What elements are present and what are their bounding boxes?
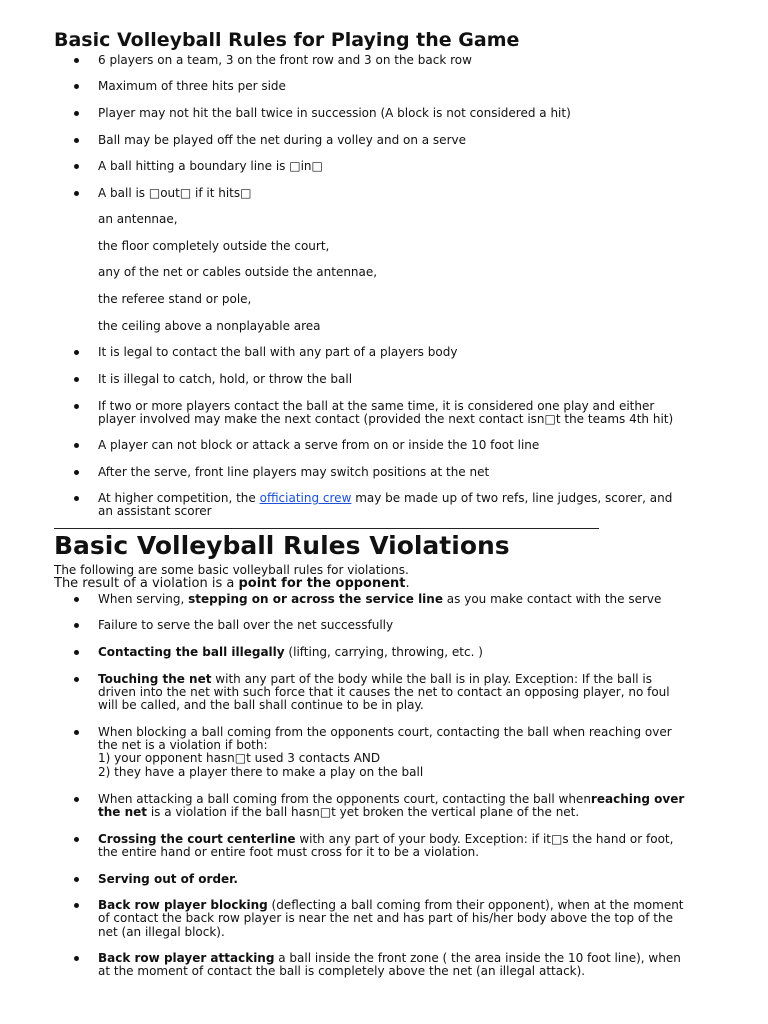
text-segment: as you make contact with the serve	[442, 592, 662, 606]
bullet-icon	[74, 496, 79, 501]
bullet-icon	[74, 111, 79, 116]
list-item-continued: an assistant scorer	[98, 504, 212, 518]
list-item: When blocking a ball coming from the opponents court, contacting the ball when reaching over	[98, 725, 672, 739]
bullet-icon	[74, 797, 79, 802]
text-bold: Crossing the court centerline	[98, 832, 296, 846]
list-item-continued: at the moment of contact the ball is completely above the net (an illegal attack).	[98, 964, 586, 978]
bullet-icon	[74, 650, 79, 655]
list-item-continued: 2) they have a player there to make a play on the ball	[98, 765, 424, 779]
list-item: It is legal to contact the ball with any part of a players body	[98, 345, 458, 359]
list-item-continued: will be called, and the ball shall continue to be in play.	[98, 698, 424, 712]
bullet-icon	[74, 730, 79, 735]
text-bold: Touching the net	[98, 672, 212, 686]
list-item: It is illegal to catch, hold, or throw the ball	[98, 372, 353, 386]
text-segment: When serving,	[98, 592, 189, 606]
text-bold: reaching over	[590, 792, 685, 806]
text-segment: with any part of the body while the ball is in play. Exception: If the ball is	[211, 672, 653, 686]
bullet-icon	[74, 470, 79, 475]
list-item-continued: player involved may make the next contact (provided the next contact isn□t the teams 4th hit)	[98, 412, 674, 426]
bullet-icon	[74, 877, 79, 882]
text-segment: .	[405, 576, 410, 591]
list-item: 6 players on a team, 3 on the front row and 3 on the back row	[98, 53, 472, 67]
bullet-icon	[74, 58, 79, 63]
section-title-violations: Basic Volleyball Rules Violations	[54, 531, 510, 560]
bullet-icon	[74, 597, 79, 602]
list-item	[98, 646, 483, 659]
list-item-continued: net (an illegal block).	[98, 925, 225, 939]
list-item	[98, 593, 661, 606]
result-text	[54, 577, 410, 590]
bullet-icon	[74, 377, 79, 382]
list-item: Maximum of three hits per side	[98, 79, 286, 93]
bullet-icon	[74, 350, 79, 355]
list-item: Failure to serve the ball over the net successfully	[98, 618, 394, 632]
list-item: Ball may be played off the net during a volley and on a serve	[98, 133, 466, 147]
list-item-continued	[98, 806, 579, 819]
list-item: A ball is □out□ if it hits□	[98, 186, 252, 200]
text-bold: Contacting the ball illegally	[98, 645, 285, 659]
text-bold: stepping on or across the service line	[188, 592, 443, 606]
list-item-continued: driven into the net with such force that it causes the net to contact an opposing player, no foul	[98, 685, 670, 699]
text-bold: the net	[98, 805, 148, 819]
sub-item: the floor completely outside the court,	[98, 239, 330, 253]
list-item: Serving out of order.	[98, 872, 238, 886]
officiating-crew-link[interactable]: officiating crew	[259, 491, 352, 505]
section-title-rules: Basic Volleyball Rules for Playing the Game	[54, 29, 520, 51]
text-segment: The result of a violation is a	[54, 576, 239, 591]
text-bold: Back row player attacking	[98, 951, 275, 965]
text-segment: may be made up of two refs, line judges, scorer, and	[351, 491, 673, 505]
text-segment: (lifting, carrying, throwing, etc. )	[284, 645, 483, 659]
bullet-icon	[74, 84, 79, 89]
bullet-icon	[74, 837, 79, 842]
list-item: After the serve, front line players may switch positions at the net	[98, 465, 490, 479]
list-item-continued: 1) your opponent hasn□t used 3 contacts AND	[98, 751, 381, 765]
bullet-icon	[74, 956, 79, 961]
bullet-icon	[74, 903, 79, 908]
list-item: A ball hitting a boundary line is □in□	[98, 159, 323, 173]
sub-item: the referee stand or pole,	[98, 292, 252, 306]
list-item-continued: the net is a violation if both:	[98, 738, 268, 752]
text-bold: point for the opponent	[238, 576, 406, 591]
text-segment: At higher competition, the	[98, 491, 260, 505]
text-segment: (deflecting a ball coming from their opponent), when at the moment	[267, 898, 684, 912]
intro-text: The following are some basic volleyball rules for violations.	[54, 563, 409, 577]
text-segment: a ball inside the front zone ( the area inside the 10 foot line), when	[274, 951, 681, 965]
bullet-icon	[74, 443, 79, 448]
bullet-icon	[74, 623, 79, 628]
bullet-icon	[74, 404, 79, 409]
bullet-icon	[74, 164, 79, 169]
list-item: A player can not block or attack a serve from on or inside the 10 foot line	[98, 438, 540, 452]
list-item: If two or more players contact the ball at the same time, it is considered one play and either	[98, 399, 655, 413]
text-segment: When attacking a ball coming from the opponents court, contacting the ball when	[98, 792, 591, 806]
sub-item: any of the net or cables outside the antennae,	[98, 265, 378, 279]
list-item-continued: the entire hand or entire foot must cross for it to be a violation.	[98, 845, 480, 859]
bullet-icon	[74, 138, 79, 143]
sub-item: an antennae,	[98, 212, 178, 226]
text-segment: with any part of your body. Exception: if it□s the hand or foot,	[295, 832, 674, 846]
list-item: Player may not hit the ball twice in succession (A block is not considered a hit)	[98, 106, 571, 120]
horizontal-divider	[54, 528, 599, 529]
bullet-icon	[74, 677, 79, 682]
text-bold: Back row player blocking	[98, 898, 268, 912]
text-segment: is a violation if the ball hasn□t yet broken the vertical plane of the net.	[147, 805, 580, 819]
list-item-continued: of contact the back row player is near the net and has part of his/her body above the top of the	[98, 911, 673, 925]
sub-item: the ceiling above a nonplayable area	[98, 319, 321, 333]
bullet-icon	[74, 191, 79, 196]
